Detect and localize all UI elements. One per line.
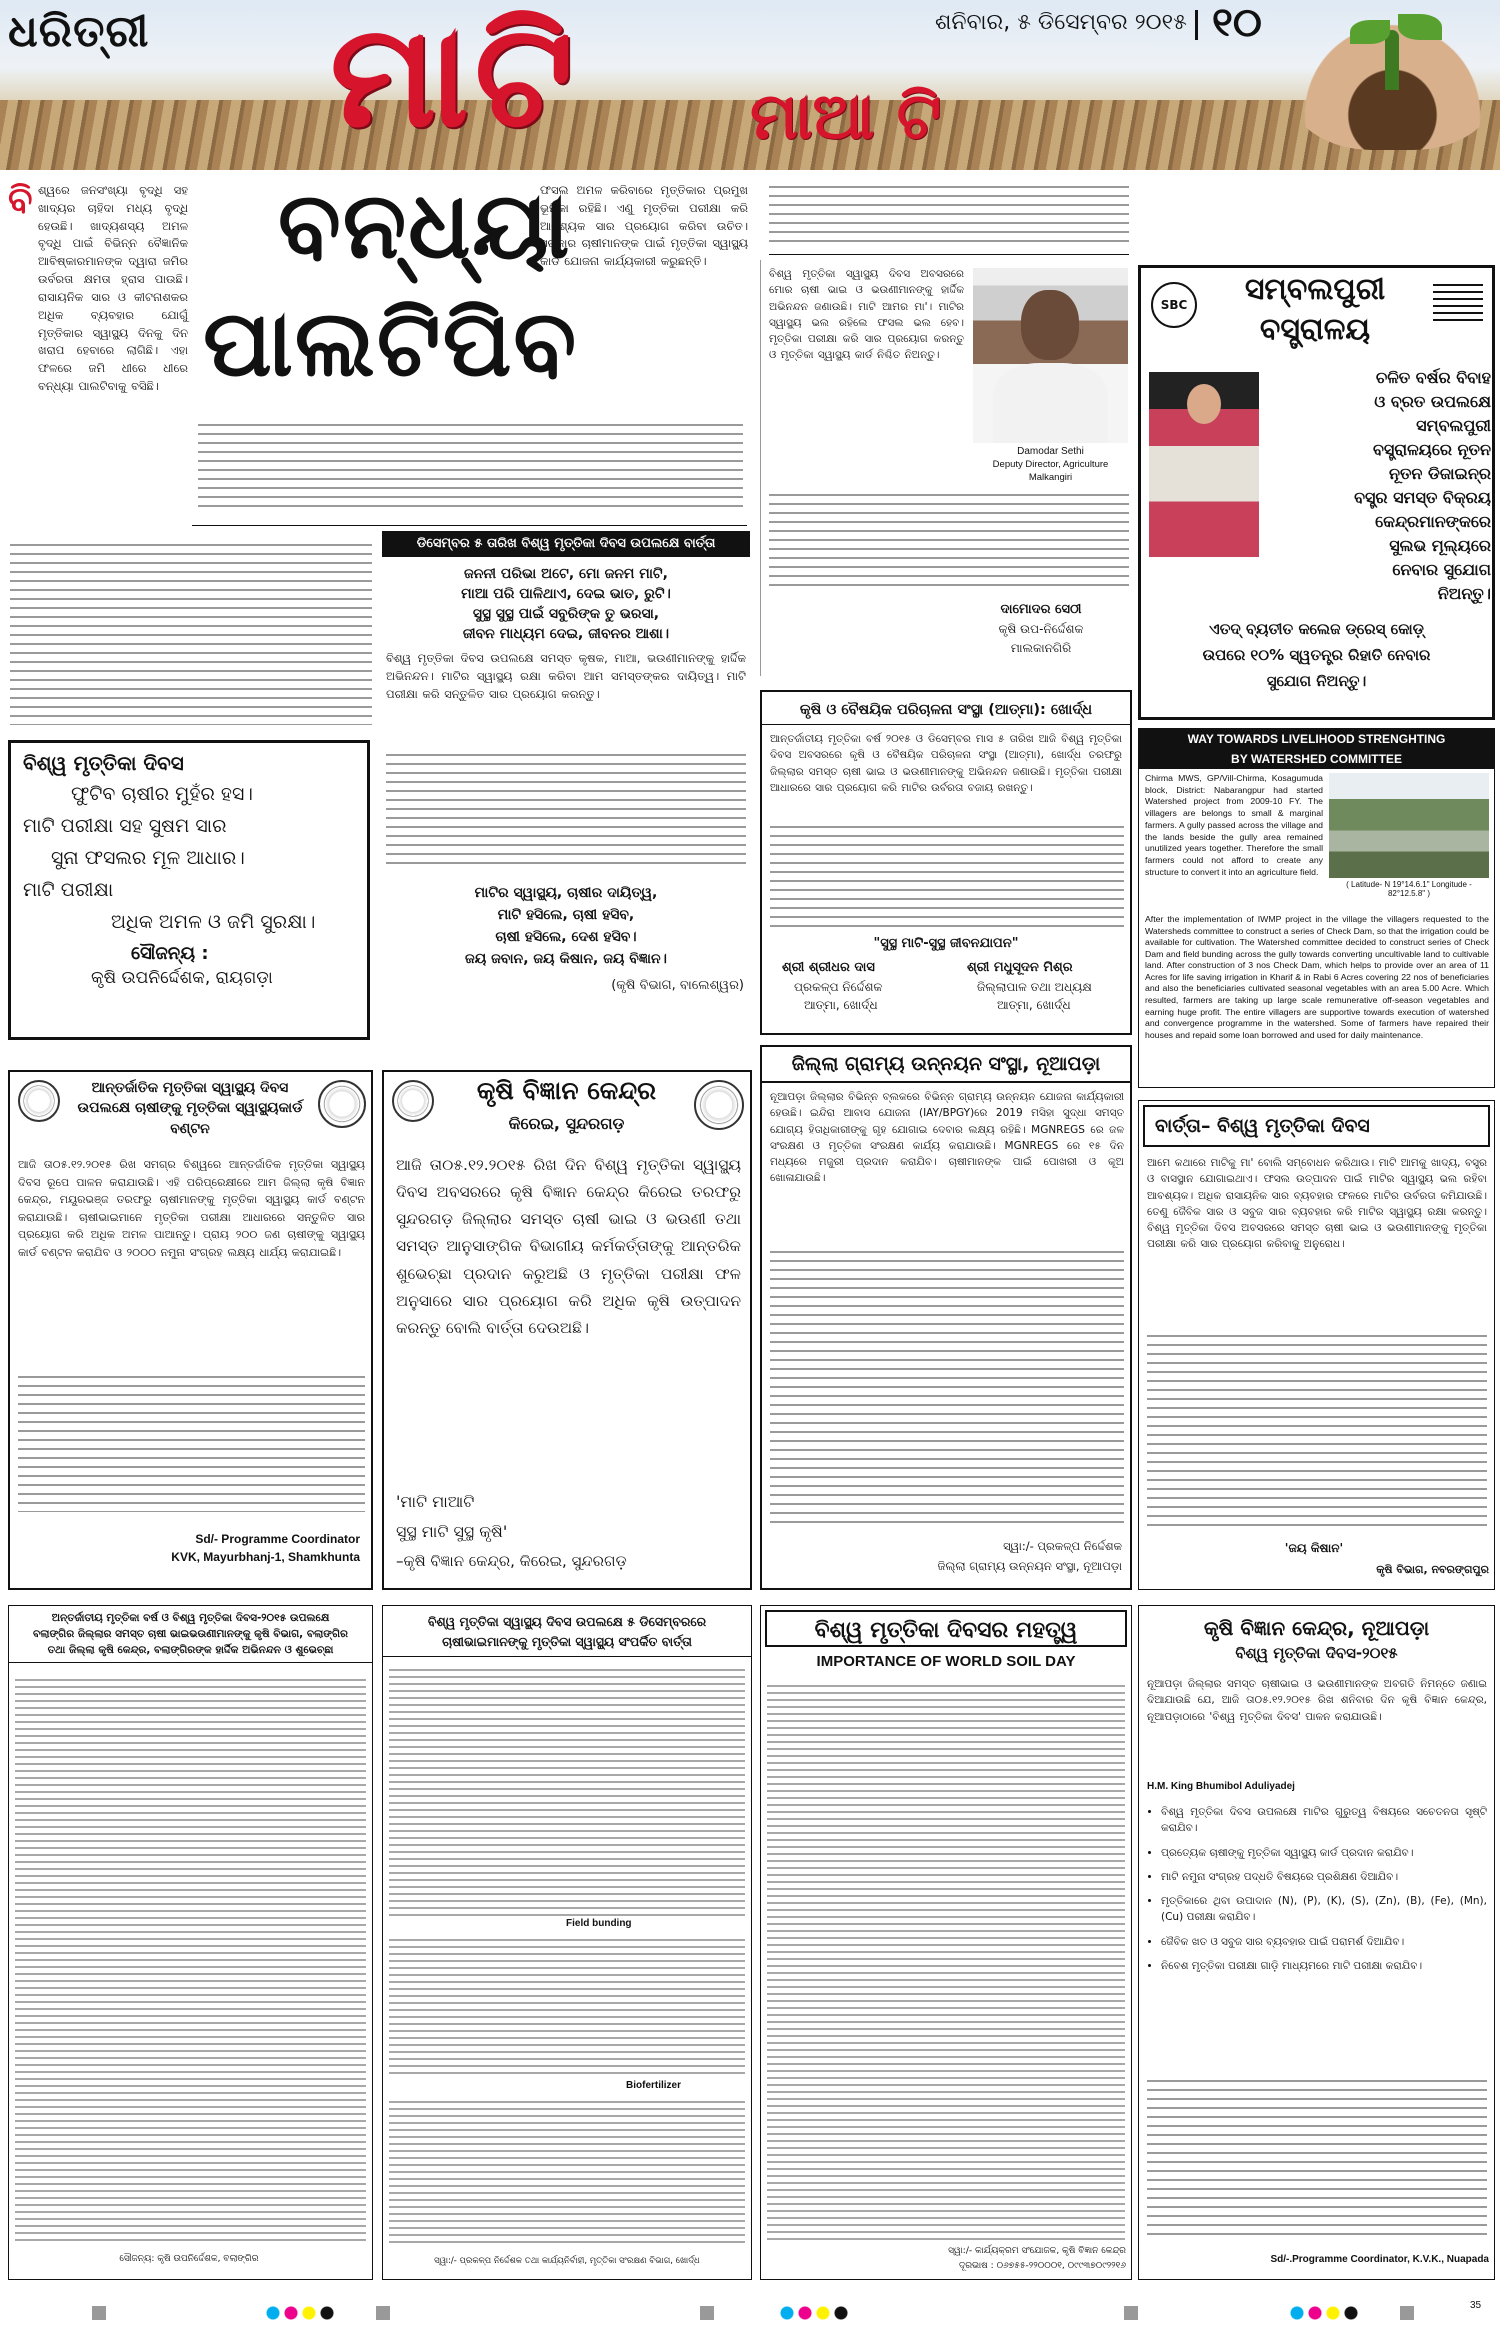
lead-col-1: ଶ୍ୱରେ ଜନସଂଖ୍ୟା ବୃଦ୍ଧି ସହ ଖାଦ୍ୟର ଚାହିଦା ମଧ୍ୟ ବୃଦ୍ଧି ହେଉଛି। ଖାଦ୍ୟଶସ୍ୟ ଅମଳ ବୃଦ୍ଧି ପାଇଁ ବିଭିନ୍ନ ବୈଜ୍ଞାନିକ ଆବିଷ୍କାରମାନଙ୍କ ଦ୍ୱାରା ଜମିର ଉର୍ବରତା କ୍ଷମତା ହ୍ରାସ ପାଉଛି। ରାସାୟନିକ ସାର ଓ କୀଟନାଶକର ଅଧିକ ବ୍ୟବହାର ଯୋଗୁଁ ମୃତ୍ତିକାର ସ୍ୱାସ୍ଥ୍ୟ ଦିନକୁ ଦିନ ଖରାପ ହେବାରେ ଲାଗିଛି। ଏହା ଫଳରେ ଜମି ଧୀରେ ଧୀରେ ବନ୍ଧ୍ୟା ପାଲଟିବାକୁ ବସିଛି।	[38, 183, 188, 393]
malkangiri-sign-name: ଦାମୋଦର ସେଠୀ	[1000, 602, 1082, 617]
masthead	[0, 0, 1500, 170]
promo-line: ସୁଲଭ ମୂଲ୍ୟରେ	[1389, 536, 1491, 555]
poem-line: ଜନନୀ ପରିଭା ଅଟେ, ମୋ ଜନମ ମାଟି,	[464, 566, 668, 582]
importance-box	[760, 1605, 1132, 2280]
atma-sig2-title: ଜିଲ୍ଲାପାଳ ତଥା ଅଧ୍ୟକ୍ଷ	[977, 980, 1092, 994]
kvk-nuapada-text: ନୂଆପଡ଼ା ଜିଲ୍ଲାର ସମସ୍ତ ଚାଷୀଭାଇ ଓ ଭଉଣୀମାନଙ୍କ ଅବଗତି ନିମନ୍ତେ ଜଣାଇ ଦିଆଯାଉଛି ଯେ, ଆଜି ତା୦୫.୧୨.୨୦୧୫ ରିଖ ଶନିବାର ଦିନ କୃଷି ବିଜ୍ଞାନ କେନ୍ଦ୍ର, ନୂଆପଡ଼ାଠାରେ 'ବିଶ୍ୱ ମୃତ୍ତିକା ଦିବସ' ପାଳନ କରାଯାଉଛି।	[1147, 1678, 1487, 1723]
soil-card-body-lines-2	[389, 1936, 745, 2076]
lead-headline-1: ବନ୍ଧ୍ୟା	[278, 172, 572, 279]
bullet-item: • ଜୈବିକ ଖତ ଓ ସବୁଜ ସାର ବ୍ୟବହାର ପାଇଁ ପରାମର୍ଶ ଦିଆଯିବ।	[1161, 1934, 1487, 1950]
lead-headline-2: ପାଲଟିପିବ	[203, 290, 579, 397]
poem-line: ସୁସ୍ଥ ସୁସ୍ଥ ପାଇଁ ସବୁରିଙ୍କ ତୁ ଭରସା,	[472, 606, 660, 622]
sbc-logo: SBC	[1151, 282, 1197, 328]
malkangiri-lead-lines	[769, 182, 1129, 248]
mayurbhanj-box	[8, 1070, 373, 1590]
leaf-icon	[1350, 20, 1390, 44]
bullet-item: • ବିଶ୍ୱ ମୃତ୍ତିକା ଦିବସ ଉପଲକ୍ଷେ ମାଟିର ଗୁରୁତ୍ୱ ବିଷୟରେ ସଚେତନତା ସୃଷ୍ଟି କରାଯିବ।	[1161, 1804, 1487, 1837]
importance-headline-en: IMPORTANCE OF WORLD SOIL DAY	[816, 1653, 1076, 1670]
lead-col-2: ଫସଲ ଅମଳ କରିବାରେ ମୃତ୍ତିକାର ପ୍ରମୁଖ ଭୂମିକା ରହିଛି। ଏଣୁ ମୃତ୍ତିକା ପରୀକ୍ଷା କରି ଆବଶ୍ୟକ ସାର ପ୍ରୟୋଗ କରିବା ଉଚିତ। ସରକାର ଚାଷୀମାନଙ୍କ ପାଇଁ ମୃତ୍ତିକା ସ୍ୱାସ୍ଥ୍ୟ କାର୍ଡ ଯୋଜନା କାର୍ଯ୍ୟକାରୀ କରୁଛନ୍ତି।	[540, 183, 748, 269]
rayagada-line: ମାଟି ପରୀକ୍ଷା	[23, 879, 114, 901]
model-face	[1187, 384, 1221, 424]
kiredi-signature: –କୃଷି ବିଜ୍ଞାନ କେନ୍ଦ୍ର, କିରେଇ, ସୁନ୍ଦରଗଡ଼	[396, 1552, 627, 1570]
kvk-nuapada-bullets	[1147, 1804, 1487, 1982]
paper-name: ଧରିତ୍ରୀ	[8, 6, 150, 57]
kvk-nuapada-guest: H.M. King Bhumibol Aduliyadej	[1147, 1781, 1295, 1792]
gray-swatch	[1124, 2306, 1138, 2320]
kiredi-headline: କୃଷି ବିଜ୍ଞାନ କେନ୍ଦ୍ର	[476, 1076, 657, 1105]
atma-sig2-org: ଆତ୍ମା, ଖୋର୍ଦ୍ଧ	[997, 998, 1071, 1012]
mayurbhanj-sign-1: Sd/- Programme Coordinator	[195, 1532, 360, 1546]
bolangir-headline-2: ବଲାଙ୍ଗିର ଜିଲ୍ଲାର ସମସ୍ତ ଚାଷୀ ଭାଇଭଉଣୀମାନଙ୍କୁ କୃଷି ବିଭାଗ, ବଲାଙ୍ଗିର	[32, 1628, 349, 1640]
gray-swatch	[1400, 2306, 1414, 2320]
importance-signature: ସ୍ୱା:/- କାର୍ଯ୍ୟକ୍ରମ ସଂଯୋଜକ, କୃଷି ବିଜ୍ଞାନ କେନ୍ଦ୍ର	[948, 2246, 1126, 2256]
poem-headline: ଡିସେମ୍ବର ୫ ତାରିଖ ବିଶ୍ୱ ମୃତ୍ତିକା ଦିବସ ଉପଲକ୍ଷେ ବାର୍ତ୍ତା	[382, 531, 750, 557]
nuapada-dev-headline: ଜିଲ୍ଲା ଗ୍ରାମ୍ୟ ଉନ୍ନୟନ ସଂସ୍ଥା, ନୂଆପଡ଼ା	[762, 1047, 1130, 1083]
gray-swatch	[700, 2306, 714, 2320]
malkangiri-sign-place: ମାଲକାନଗିରି	[1010, 641, 1072, 655]
offer-line-2: ଉପରେ ୧୦% ସ୍ୱତନ୍ତ୍ର ରିହାତି ନେବାର	[1202, 646, 1431, 664]
sambalpuri-ad	[1138, 265, 1495, 720]
bolangir-body-lines	[15, 1676, 366, 2246]
courtesy-label: ସୌଜନ୍ୟ :	[131, 943, 209, 964]
promo-line: ବସ୍ତ୍ର ସମସ୍ତ ବିକ୍ରୟ	[1354, 488, 1491, 507]
bolangir-box	[8, 1605, 373, 2280]
promo-line: ଓ ବ୍ରତ ଉପଲକ୍ଷେ	[1374, 392, 1491, 411]
atma-sig1-name: ଶ୍ରୀ ଶ୍ରୀଧର ଦାସ	[782, 960, 875, 975]
kiredi-text: ଆଜି ତା୦୫.୧୨.୨୦୧୫ ରିଖ ଦିନ ବିଶ୍ୱ ମୃତ୍ତିକା ସ୍ୱାସ୍ଥ୍ୟ ଦିବସ ଅବସରରେ କୃଷି ବିଜ୍ଞାନ କେନ୍ଦ୍ର କିରେଇ ତରଫରୁ ସୁନ୍ଦରଗଡ଼ ଜିଲ୍ଲାର ସମସ୍ତ ଚାଷୀ ଭାଇ ଓ ଭଉଣୀ ତଥା ସମସ୍ତ ଆନୁସାଙ୍ଗିକ ବିଭାଗୀୟ କର୍ମକର୍ତ୍ତାଙ୍କୁ ଆନ୍ତରିକ ଶୁଭେଚ୍ଛା ପ୍ରଦାନ କରୁଅଛି ଓ ମୃତ୍ତିକା ପରୀକ୍ଷା ଫଳ ଅନୁସାରେ ସାର ପ୍ରୟୋଗ କରି ଅଧିକ କୃଷି ଉତ୍ପାଦନ କରନ୍ତୁ ବୋଲି ବାର୍ତ୍ତା ଦେଉଅଛି।	[396, 1156, 741, 1337]
barta-headline: ବାର୍ତ୍ତା– ବିଶ୍ୱ ମୃତ୍ତିକା ଦିବସ	[1143, 1105, 1490, 1147]
cmyk-dots	[1290, 2306, 1360, 2320]
cmyk-dots	[780, 2306, 850, 2320]
mayurbhanj-body-lines	[18, 1372, 365, 1512]
soil-card-signature: ସ୍ୱା:/- ପ୍ରକଳ୍ପ ନିର୍ଦ୍ଦେଶକ ତଥା କାର୍ଯ୍ୟନିର୍ବାହୀ, ମୃତ୍ତିକା ସଂରକ୍ଷଣ ବିଭାଗ, ଖୋର୍ଦ୍ଧ	[434, 2256, 700, 2266]
watershed-coords: ( Latitude- N 19°14.6.1" Longitude - 82°12.5.8" )	[1346, 880, 1472, 898]
poem-signature: (କୃଷି ବିଭାଗ, ବାଲେଶ୍ୱର)	[611, 978, 744, 993]
field-bunding-keyword: Field bunding	[563, 1918, 635, 1929]
atma-text: ଆନ୍ତର୍ଜାତୀୟ ମୃତ୍ତିକା ବର୍ଷ ୨୦୧୫ ଓ ଡିସେମ୍ବର ମାସ ୫ ତାରିଖ ଆଜି ବିଶ୍ୱ ମୃତ୍ତିକା ଦିବସ ଅବସରରେ କୃଷି ଓ ବୈଷୟିକ ପରିଚାଳନା ସଂସ୍ଥା (ଆତ୍ମା), ଖୋର୍ଦ୍ଧ ତରଫରୁ ଜିଲ୍ଲାର ସମସ୍ତ ଚାଷୀ ଭାଇ ଓ ଭଉଣୀମାନଙ୍କୁ ଅଭିନନ୍ଦନ ଜଣାଉଛି। ମୃତ୍ତିକା ପରୀକ୍ଷା ଆଧାରରେ ସାର ପ୍ରୟୋଗ କରି ମାଟିର ଉର୍ବରତା ବଜାୟ ରଖନ୍ତୁ।	[770, 733, 1122, 794]
atma-body-lines	[770, 822, 1124, 927]
model-photo	[1149, 372, 1259, 557]
kvk-nuapada-body-lines	[1147, 2076, 1487, 2236]
bolangir-headline-1: ଅନ୍ତର୍ଜାତୀୟ ମୃତ୍ତିକା ବର୍ଷ ଓ ବିଶ୍ୱ ମୃତ୍ତିକା ଦିବସ-୨୦୧୫ ଉପଲକ୍ଷେ	[51, 1612, 330, 1624]
importance-body-lines	[767, 1682, 1125, 2242]
kiredi-quote-1: 'ମାଟି ମାଆଟି	[396, 1492, 475, 1511]
rayagada-line: ସୁନା ଫସଲର ମୂଳ ଆଧାର।	[51, 847, 245, 869]
mayurbhanj-sign-2: KVK, Mayurbhanj-1, Shamkhunta	[171, 1550, 360, 1564]
importance-phone: ଦୂରଭାଷ : ୦୬୭୫୫-୨୨୦୦୦୧, ୦୯୯୩୭୦୯୨୨୧୬	[959, 2261, 1126, 2271]
barta-slogan: 'ଜୟ କିଷାନ'	[1284, 1541, 1344, 1555]
poem-block	[382, 560, 750, 1020]
promo-line: ଚଳିତ ବର୍ଷର ବିବାହ	[1375, 368, 1491, 387]
kiredi-quote-2: ସୁସ୍ଥ ମାଟି ସୁସ୍ଥ କୃଷି'	[396, 1522, 508, 1541]
watershed-box	[1138, 728, 1495, 1088]
watershed-title-1: WAY TOWARDS LIVELIHOOD STRENGHTING	[1139, 729, 1494, 749]
bolangir-headline-3: ତଥା ଜିଲ୍ଲା କୃଷି କେନ୍ଦ୍ର, ବଲାଙ୍ଗିରଙ୍କ ହାର୍ଦ୍ଦିକ ଅଭିନନ୍ଦନ ଓ ଶୁଭେଚ୍ଛା	[9, 1641, 372, 1663]
icar-logo-icon	[392, 1080, 434, 1122]
photo-caption-3: Malkangiri	[1028, 472, 1073, 483]
kvk-nuapada-signature: Sd/-.Programme Coordinator, K.V.K., Nuapada	[1270, 2254, 1489, 2265]
shirt	[993, 363, 1108, 443]
promo-line: ନୂତନ ଡିଜାଇନ୍‌ର	[1388, 464, 1491, 483]
importance-headline-or: ବିଶ୍ୱ ମୃତ୍ତିକା ଦିବସର ମହତ୍ତ୍ୱ	[765, 1610, 1127, 1647]
kvk-seal-icon	[694, 1080, 744, 1130]
print-marks	[0, 2292, 1500, 2335]
promo-line: କେନ୍ଦ୍ରମାନଙ୍କରେ	[1375, 512, 1491, 531]
barta-box	[1138, 1100, 1495, 1590]
lead-continuation-lines	[10, 540, 372, 725]
bolangir-signature: ସୌଜନ୍ୟ: କୃଷି ଉପନିର୍ଦ୍ଦେଶକ, ବଲାଙ୍ଗିର	[119, 2254, 259, 2264]
sprout-icon	[1385, 30, 1399, 90]
kvk-nuapada-headline: କୃଷି ବିଜ୍ଞାନ କେନ୍ଦ୍ର, ନୂଆପଡ଼ା	[1203, 1616, 1430, 1640]
atma-sig1-title: ପ୍ରକଳ୍ପ ନିର୍ଦ୍ଦେଶକ	[794, 980, 883, 994]
watershed-title-2: BY WATERSHED COMMITTEE	[1139, 749, 1494, 769]
date-line: ଶନିବାର, ୫ ଡିସେମ୍ବର ୨୦୧୫	[935, 10, 1187, 35]
poem-closing: ଜୟ ଜବାନ, ଜୟ କିଷାନ, ଜୟ ବିଜ୍ଞାନ।	[465, 951, 667, 967]
malkangiri-sign-title: କୃଷି ଉପ-ନିର୍ଦ୍ଦେଶକ	[998, 622, 1084, 636]
mayurbhanj-text: ଆଜି ତା୦୫.୧୨.୨୦୧୫ ରିଖ ସମଗ୍ର ବିଶ୍ୱରେ ଆନ୍ତର୍ଜାତିକ ମୃତ୍ତିକା ସ୍ୱାସ୍ଥ୍ୟ ଦିବସ ରୂପେ ପାଳନ କରାଯାଉଛି। ଏହି ପରିପ୍ରେକ୍ଷୀରେ ଆମ ଜିଲ୍ଲା କୃଷି ବିଜ୍ଞାନ କେନ୍ଦ୍ର, ମୟୂରଭଞ୍ଜ ତରଫରୁ ଚାଷୀମାନଙ୍କୁ ମୃତ୍ତିକା ସ୍ୱାସ୍ଥ୍ୟ କାର୍ଡ ବଣ୍ଟନ କରାଯାଉଛି। ଚାଷୀଭାଇମାନେ ମୃତ୍ତିକା ପରୀକ୍ଷା ଆଧାରରେ ସନ୍ତୁଳିତ ସାର ପ୍ରୟୋଗ କରି ଅଧିକ ଅମଳ ପାଆନ୍ତୁ। ପ୍ରାୟ ୨୦୦ ଜଣ ଚାଷୀଙ୍କୁ ସ୍ୱାସ୍ଥ୍ୟ କାର୍ଡ ବଣ୍ଟନ କରାଯିବ ଓ ୨୦୦୦ ନମୁନା ସଂଗ୍ରହ ଲକ୍ଷ୍ୟ ଧାର୍ଯ୍ୟ କରାଯାଇଛି।	[18, 1158, 365, 1259]
offer-line-3: ସୁଯୋଗ ନିଅନ୍ତୁ।	[1266, 672, 1367, 690]
nuapada-dev-sign-1: ସ୍ୱା:/- ପ୍ରକଳ୍ପ ନିର୍ଦ୍ଦେଶକ	[1003, 1539, 1122, 1553]
nuapada-dev-box	[760, 1045, 1132, 1590]
mayurbhanj-headline: ଆନ୍ତର୍ଜାତିକ ମୃତ୍ତିକା ସ୍ୱାସ୍ଥ୍ୟ ଦିବସ ଉପଲକ୍ଷେ ଚାଷୀଙ୍କୁ ମୃତ୍ତିକା ସ୍ୱାସ୍ଥ୍ୟକାର୍ଡ ବଣ୍ଟନ	[77, 1080, 303, 1137]
soil-card-headline-1: ବିଶ୍ୱ ମୃତ୍ତିକା ସ୍ୱାସ୍ଥ୍ୟ ଦିବସ ଉପଲକ୍ଷେ ୫ ଡିସେମ୍ବରରେ	[427, 1614, 707, 1629]
hands-plant-image	[1290, 10, 1495, 150]
checkdam-photo	[1329, 773, 1489, 878]
atma-sig2-name: ଶ୍ରୀ ମଧୁସୂଦନ ମିଶ୍ର	[967, 960, 1073, 975]
photo-caption-1: Damodar Sethi	[1017, 446, 1084, 457]
barta-signature: କୃଷି ବିଭାଗ, ନବରଙ୍ଗପୁର	[1376, 1563, 1489, 1576]
rayagada-line: ମାଟି ପରୀକ୍ଷା ସହ ସୁଷମ ସାର	[23, 815, 227, 837]
drop-cap: ବି	[8, 180, 33, 221]
kvk-seal-icon	[318, 1080, 366, 1128]
page-number: ୧୦	[1212, 0, 1262, 46]
poem-line: ମାଆ ପରି ପାଳିଥାଏ, ଦେଇ ଭାତ, ରୁଟି।	[461, 586, 671, 602]
soil-card-box	[382, 1605, 752, 2280]
leaf-icon	[1398, 14, 1442, 40]
soil-card-body-lines-3	[389, 2098, 745, 2248]
footer-page-number: 35	[1470, 2300, 1482, 2311]
promo-line: ନିଅନ୍ତୁ।	[1437, 584, 1491, 603]
bullet-item: • ନିବେଶ ମୃତ୍ତିକା ପରୀକ୍ଷା ଗାଡ଼ି ମାଧ୍ୟମରେ ମାଟି ପରୀକ୍ଷା କରାଯିବ।	[1161, 1958, 1487, 1974]
biofertilizer-keyword: Biofertilizer	[623, 2080, 684, 2091]
lead-body-lines	[198, 420, 743, 512]
face	[1021, 290, 1079, 360]
nuapada-dev-text: ନୂଆପଡ଼ା ଜିଲ୍ଲାର ବିଭିନ୍ନ ବ୍ଲକରେ ବିଭିନ୍ନ ଗ୍ରାମ୍ୟ ଉନ୍ନୟନ ଯୋଜନା କାର୍ଯ୍ୟକାରୀ ହେଉଛି। ଇନ୍ଦିରା ଆବାସ ଯୋଜନା (IAY/BPGY)ରେ 2019 ମସିହା ସୁଦ୍ଧା ସମସ୍ତ ଯୋଗ୍ୟ ହିତାଧିକାରୀଙ୍କୁ ଗୃହ ଯୋଗାଇ ଦେବାର ଲକ୍ଷ୍ୟ ରହିଛି। MGNREGS ରେ ଜଳ ସଂରକ୍ଷଣ ଓ ମୃତ୍ତିକା ସଂରକ୍ଷଣ କାର୍ଯ୍ୟ କରାଯାଉଛି। MGNREGS ରେ ୧୫ ଦିନ ମଧ୍ୟରେ ମଜୁରୀ ପ୍ରଦାନ କରାଯିବ। ଚାଷୀମାନଙ୍କ ପାଇଁ ପୋଖରୀ ଓ କୂଅ ଖୋଳାଯାଉଛି।	[770, 1091, 1124, 1185]
title-sub: ମାଆ ଟି	[750, 80, 942, 154]
photo-caption-2: Deputy Director, Agriculture	[992, 459, 1109, 470]
bullet-item: • ମାଟି ନମୁନା ସଂଗ୍ରହ ପଦ୍ଧତି ବିଷୟରେ ପ୍ରଶିକ୍ଷଣ ଦିଆଯିବ।	[1161, 1869, 1487, 1885]
nuapada-dev-sign-2: ଜିଲ୍ଲା ଗ୍ରାମ୍ୟ ଉନ୍ନୟନ ସଂସ୍ଥା, ନୂଆପଡ଼ା	[937, 1559, 1122, 1573]
gray-swatch	[92, 2306, 106, 2320]
poem-closing: ଚାଷୀ ହସିଲେ, ଦେଶ ହସିବ।	[495, 929, 637, 945]
poem-body-lines	[386, 750, 746, 870]
kiredi-box	[382, 1070, 752, 1590]
bullet-item: • ପ୍ରତ୍ୟେକ ଚାଷୀଙ୍କୁ ମୃତ୍ତିକା ସ୍ୱାସ୍ଥ୍ୟ କାର୍ଡ ପ୍ରଦାନ କରାଯିବ।	[1161, 1845, 1487, 1861]
poem-body: ବିଶ୍ୱ ମୃତ୍ତିକା ଦିବସ ଉପଲକ୍ଷେ ସମସ୍ତ କୃଷକ, ମାଆ, ଭଉଣୀମାନଙ୍କୁ ହାର୍ଦ୍ଦିକ ଅଭିନନ୍ଦନ। ମାଟିର ସ୍ୱାସ୍ଥ୍ୟ ରକ୍ଷା କରିବା ଆମ ସମସ୍ତଙ୍କର ଦାୟିତ୍ୱ। ମାଟି ପରୀକ୍ଷା କରି ସନ୍ତୁଳିତ ସାର ପ୍ରୟୋଗ କରନ୍ତୁ।	[386, 651, 746, 701]
watershed-body: After the implementation of IWMP project in the village the villagers requested to the Watersheds committee to construct a series of Check Dam, so that the irrigation could be available for cultivation. The Watershed committee decided to construct series of Check Dam and field bunding across the gully towards converting uncultivable land to cultivable land. After construction of 3 nos Check Dam, which helps to provide over an area of 11 Acres for life saving irrigation in Kharif & in Rabi 6 Acres covering 22 nos of beneficiaries and also the beneficiaries cultivated seasonal vegetables with an area 5.00 Acre. Which resulted, farmers are taking up large scale remunerative off-season vegetables and earning huge profit. The entire villagers are supportive towards execution of watershed and convergence programme in the watershed. Some of farmers have repaired their houses and repaid some loan borrowed and used for daily maintenance.	[1145, 914, 1489, 1040]
barta-body-lines	[1147, 1331, 1487, 1531]
atma-sig1-org: ଆତ୍ମା, ଖୋର୍ଦ୍ଧ	[804, 998, 878, 1012]
malkangiri-message	[760, 260, 1132, 676]
sambalpuri-title-2: ବସ୍ତ୍ରାଳୟ	[1259, 312, 1371, 347]
kiredi-subhead: କିରେଇ, ସୁନ୍ଦରଗଡ଼	[508, 1114, 625, 1133]
nuapada-dev-body-lines	[770, 1247, 1124, 1527]
rayagada-line: ଫୁଟିବ ଚାଷୀର ମୁହଁର ହସ।	[71, 783, 253, 805]
title-main: ମାଟି	[330, 0, 579, 159]
kvk-nuapada-subhead: ବିଶ୍ୱ ମୃତ୍ତିକା ଦିବସ-୨୦୧୫	[1235, 1644, 1398, 1662]
lead-article	[8, 172, 753, 530]
poem-line: ଜୀବନ ମାଧ୍ୟମ ଦେଇ, ଜୀବନର ଆଶା।	[462, 626, 670, 642]
rayagada-box	[8, 740, 370, 1040]
offer-line-1: ଏତଦ୍ ବ୍ୟତୀତ କଲେଜ ଡ୍ରେସ୍ କୋଡ଼୍	[1209, 620, 1424, 638]
malkangiri-text: ବିଶ୍ୱ ମୃତ୍ତିକା ସ୍ୱାସ୍ଥ୍ୟ ଦିବସ ଅବସରରେ ମୋର ଚାଷୀ ଭାଇ ଓ ଭଉଣୀମାନଙ୍କୁ ହାର୍ଦ୍ଦିକ ଅଭିନନ୍ଦନ ଜଣାଉଛି। ମାଟି ଆମର ମା'। ମାଟିର ସ୍ୱାସ୍ଥ୍ୟ ଭଲ ରହିଲେ ଫସଲ ଭଲ ହେବ। ମୃତ୍ତିକା ପରୀକ୍ଷା କରି ସାର ପ୍ରୟୋଗ କରନ୍ତୁ ଓ ମୃତ୍ତିକା ସ୍ୱାସ୍ଥ୍ୟ କାର୍ଡ ନିଶ୍ଚିତ ନିଅନ୍ତୁ।	[769, 268, 964, 362]
icar-logo-icon	[18, 1080, 60, 1122]
courtesy-text: କୃଷି ଉପନିର୍ଦ୍ଦେଶକ, ରାୟଗଡ଼ା	[91, 968, 273, 988]
watershed-intro: Chirma MWS, GP/Vill-Chirma, Kosagumuda block, District: Nabarangpur had started Watershed project from 2009-10 FY. The villagers are belongs to small & marginal farmers. A gully passed across the village and the lands beside the gully area remained unutilized years together. Therefore the small farmers could not afford to create any structure to convert it into an agriculture field.	[1145, 773, 1323, 877]
promo-line: ବସ୍ତ୍ରାଳୟରେ ନୂତନ	[1373, 440, 1491, 459]
bullet-item: • ମୃତ୍ତିକାରେ ଥିବା ଉପାଦାନ (N), (P), (K), (S), (Zn), (B), (Fe), (Mn), (Cu) ପରୀକ୍ଷା କରାଯିବ।	[1161, 1893, 1487, 1926]
rayagada-line: ଅଧିକ ଅମଳ ଓ ଜମି ସୁରକ୍ଷା।	[111, 911, 316, 933]
gray-swatch	[376, 2306, 390, 2320]
soil-card-body-lines-1	[389, 1666, 745, 1916]
atma-slogan: "ସୁସ୍ଥ ମାଟି-ସୁସ୍ଥ ଜୀବନଯାପନ"	[873, 936, 1019, 951]
cmyk-dots	[266, 2306, 336, 2320]
promo-line: ନେବାର ସୁଯୋଗ	[1392, 560, 1491, 579]
promo-line: ସମ୍ବଲପୁରୀ	[1416, 416, 1491, 435]
soil-card-headline-2: ଚାଷୀଭାଇମାନଙ୍କୁ ମୃତ୍ତିକା ସ୍ୱାସ୍ଥ୍ୟ ସଂପର୍କିତ ବାର୍ତ୍ତା	[383, 1630, 751, 1657]
malkangiri-body-lines	[769, 490, 1129, 590]
kvk-nuapada-box	[1138, 1605, 1495, 2280]
poem-closing: ମାଟିର ସ୍ୱାସ୍ଥ୍ୟ, ଚାଷୀର ଦାୟିତ୍ୱ,	[474, 885, 658, 901]
sambalpuri-title-1: ସମ୍ବଲପୁରୀ	[1244, 272, 1386, 307]
officer-photo	[973, 268, 1128, 443]
atma-headline: କୃଷି ଓ ବୈଷୟିକ ପରିଚାଳନା ସଂସ୍ଥା (ଆତ୍ମା): ଖୋର୍ଦ୍ଧ	[762, 692, 1130, 725]
wave-pattern-icon	[1433, 284, 1483, 326]
atma-box	[760, 690, 1132, 1035]
header-divider	[1195, 10, 1198, 40]
barta-text: ଆମେ କଥାରେ ମାଟିକୁ ମା' ବୋଲି ସମ୍ବୋଧନ କରିଥାଉ। ମାଟି ଆମକୁ ଖାଦ୍ୟ, ବସ୍ତ୍ର ଓ ବାସସ୍ଥାନ ଯୋଗାଇଥାଏ। ଫସଲ ଉତ୍ପାଦନ ପାଇଁ ମାଟିର ସ୍ୱାସ୍ଥ୍ୟ ଭଲ ରହିବା ଆବଶ୍ୟକ। ଅଧିକ ରାସାୟନିକ ସାର ବ୍ୟବହାର ଫଳରେ ମାଟିର ଉର୍ବରତା କମିଯାଉଛି। ତେଣୁ ଜୈବିକ ସାର ଓ ସବୁଜ ସାର ବ୍ୟବହାର କରି ମାଟିର ସ୍ୱାସ୍ଥ୍ୟ ରକ୍ଷା କରନ୍ତୁ। ବିଶ୍ୱ ମୃତ୍ତିକା ଦିବସ ଅବସରରେ ସମସ୍ତ ଚାଷୀ ଭାଇ ଓ ଭଉଣୀମାନଙ୍କୁ ମୃତ୍ତିକା ପରୀକ୍ଷା କରି ସାର ପ୍ରୟୋଗ କରିବାକୁ ଅନୁରୋଧ।	[1147, 1157, 1487, 1251]
rayagada-title: ବିଶ୍ୱ ମୃତ୍ତିକା ଦିବସ	[23, 751, 184, 775]
poem-closing: ମାଟି ହସିଲେ, ଚାଷୀ ହସିବ,	[497, 907, 635, 923]
